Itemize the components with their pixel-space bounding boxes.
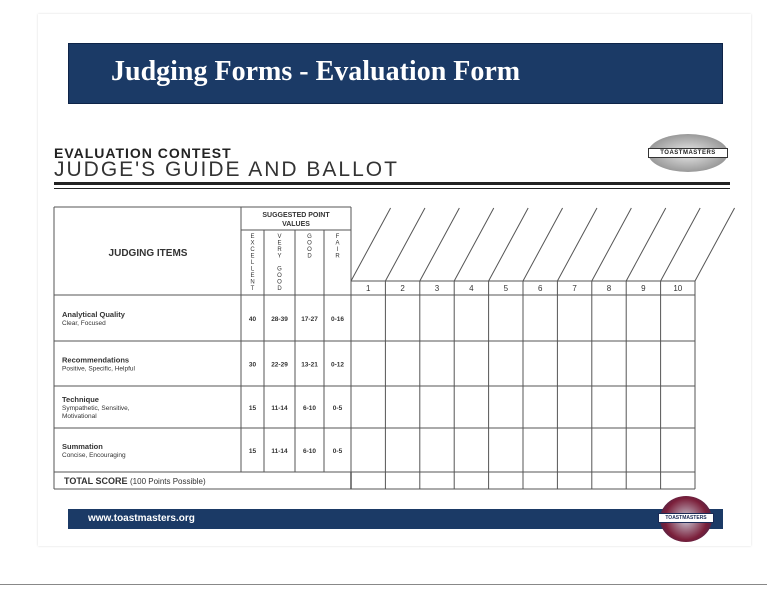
point-value: 17-27 <box>301 316 318 323</box>
points-header: SUGGESTED POINT <box>262 212 330 219</box>
contestant-diagonal <box>489 208 529 281</box>
footer-url: www.toastmasters.org <box>88 513 195 524</box>
contestant-diagonal <box>385 208 425 281</box>
contestant-number: 4 <box>469 284 474 293</box>
logo-band: TOASTMASTERS <box>648 148 728 158</box>
page-divider <box>0 584 767 585</box>
point-value: 40 <box>248 316 257 323</box>
contestant-number: 10 <box>673 284 683 293</box>
rating-letter: D <box>277 286 282 292</box>
points-header-2: VALUES <box>282 221 310 228</box>
contestant-number: 7 <box>572 284 577 293</box>
rating-letter: G <box>277 266 282 273</box>
contestant-number: 9 <box>641 284 646 293</box>
rating-letter: T <box>250 286 255 292</box>
point-value: 22-29 <box>271 361 288 369</box>
contestant-number: 5 <box>503 284 509 293</box>
judging-item-desc: Concise, Encouraging <box>62 452 126 459</box>
point-value: 13-21 <box>301 361 318 369</box>
point-value: 11-14 <box>271 405 288 412</box>
form-heading: EVALUATION CONTEST <box>54 145 232 161</box>
judging-item-name: Analytical Quality <box>62 310 125 319</box>
rating-letter: E <box>277 240 282 247</box>
rating-letter: D <box>307 253 312 260</box>
rating-letter: R <box>335 253 340 260</box>
rating-letter: V <box>277 234 282 240</box>
toastmasters-logo-footer <box>660 496 712 542</box>
contestant-diagonal <box>695 208 735 281</box>
judging-item-name: Technique <box>62 395 99 404</box>
total-score-note: (100 Points Possible) <box>130 477 206 486</box>
contestant-number: 2 <box>400 284 405 293</box>
point-value: 0-5 <box>332 448 343 455</box>
point-value: 15 <box>248 448 257 455</box>
contestant-number: 8 <box>606 284 612 293</box>
rating-letter: G <box>307 234 312 240</box>
total-score-label: TOTAL SCORE (100 Points Possible) <box>64 476 206 486</box>
contestant-number: 1 <box>365 284 371 293</box>
rating-letter: L <box>250 260 255 266</box>
rating-letter: O <box>307 240 312 247</box>
contestant-diagonal <box>523 208 563 281</box>
rating-letter: E <box>250 234 255 240</box>
rating-letter: E <box>250 273 255 279</box>
rating-letter: L <box>250 266 255 273</box>
contestant-diagonal <box>626 208 666 281</box>
contestant-diagonal <box>661 208 701 281</box>
point-value: 11-14 <box>271 448 288 455</box>
point-value: 0-12 <box>330 361 345 369</box>
contestant-diagonal <box>351 208 391 281</box>
rating-letter: I <box>336 247 339 253</box>
judging-item-desc: Sympathetic, Sensitive, <box>62 405 130 412</box>
point-value: 30 <box>248 361 257 369</box>
rating-letter: R <box>277 247 282 253</box>
contestant-diagonal <box>557 208 597 281</box>
contestant-number: 6 <box>537 284 543 293</box>
contestant-diagonal <box>592 208 632 281</box>
point-value: 15 <box>248 405 257 412</box>
footer-logo-band: TOASTMASTERS <box>658 513 714 523</box>
judging-item-name: Summation <box>62 442 103 451</box>
rating-letter: O <box>277 279 282 286</box>
rating-letter: C <box>250 247 255 253</box>
rating-letter: X <box>250 240 255 247</box>
rating-letter: O <box>307 247 312 253</box>
point-value: 28-39 <box>271 316 288 323</box>
items-header: JUDGING ITEMS <box>108 248 188 259</box>
judging-item-desc: Clear, Focused <box>62 320 106 327</box>
point-value: 6-10 <box>302 405 317 412</box>
rating-letter: N <box>250 279 255 286</box>
judging-item-desc: Motivational <box>62 413 97 420</box>
judging-item-name: Recommendations <box>62 355 130 365</box>
judging-item-desc: Positive, Specific, Helpful <box>62 365 135 373</box>
form-subheading: JUDGE'S GUIDE AND BALLOT <box>54 158 399 181</box>
point-value: 6-10 <box>302 448 317 455</box>
slide-title: Judging Forms - Evaluation Form <box>111 56 521 87</box>
contestant-number: 3 <box>434 284 440 293</box>
point-value: 0-16 <box>330 316 345 323</box>
rating-letter: O <box>277 273 282 279</box>
rating-letter: Y <box>277 253 282 260</box>
contestant-diagonal <box>454 208 494 281</box>
contestant-diagonal <box>420 208 460 281</box>
point-value: 0-5 <box>332 405 343 412</box>
rating-letter: F <box>335 234 340 240</box>
footer-bar <box>68 509 723 529</box>
rating-letter: E <box>250 253 255 260</box>
rating-letter: A <box>335 240 340 247</box>
